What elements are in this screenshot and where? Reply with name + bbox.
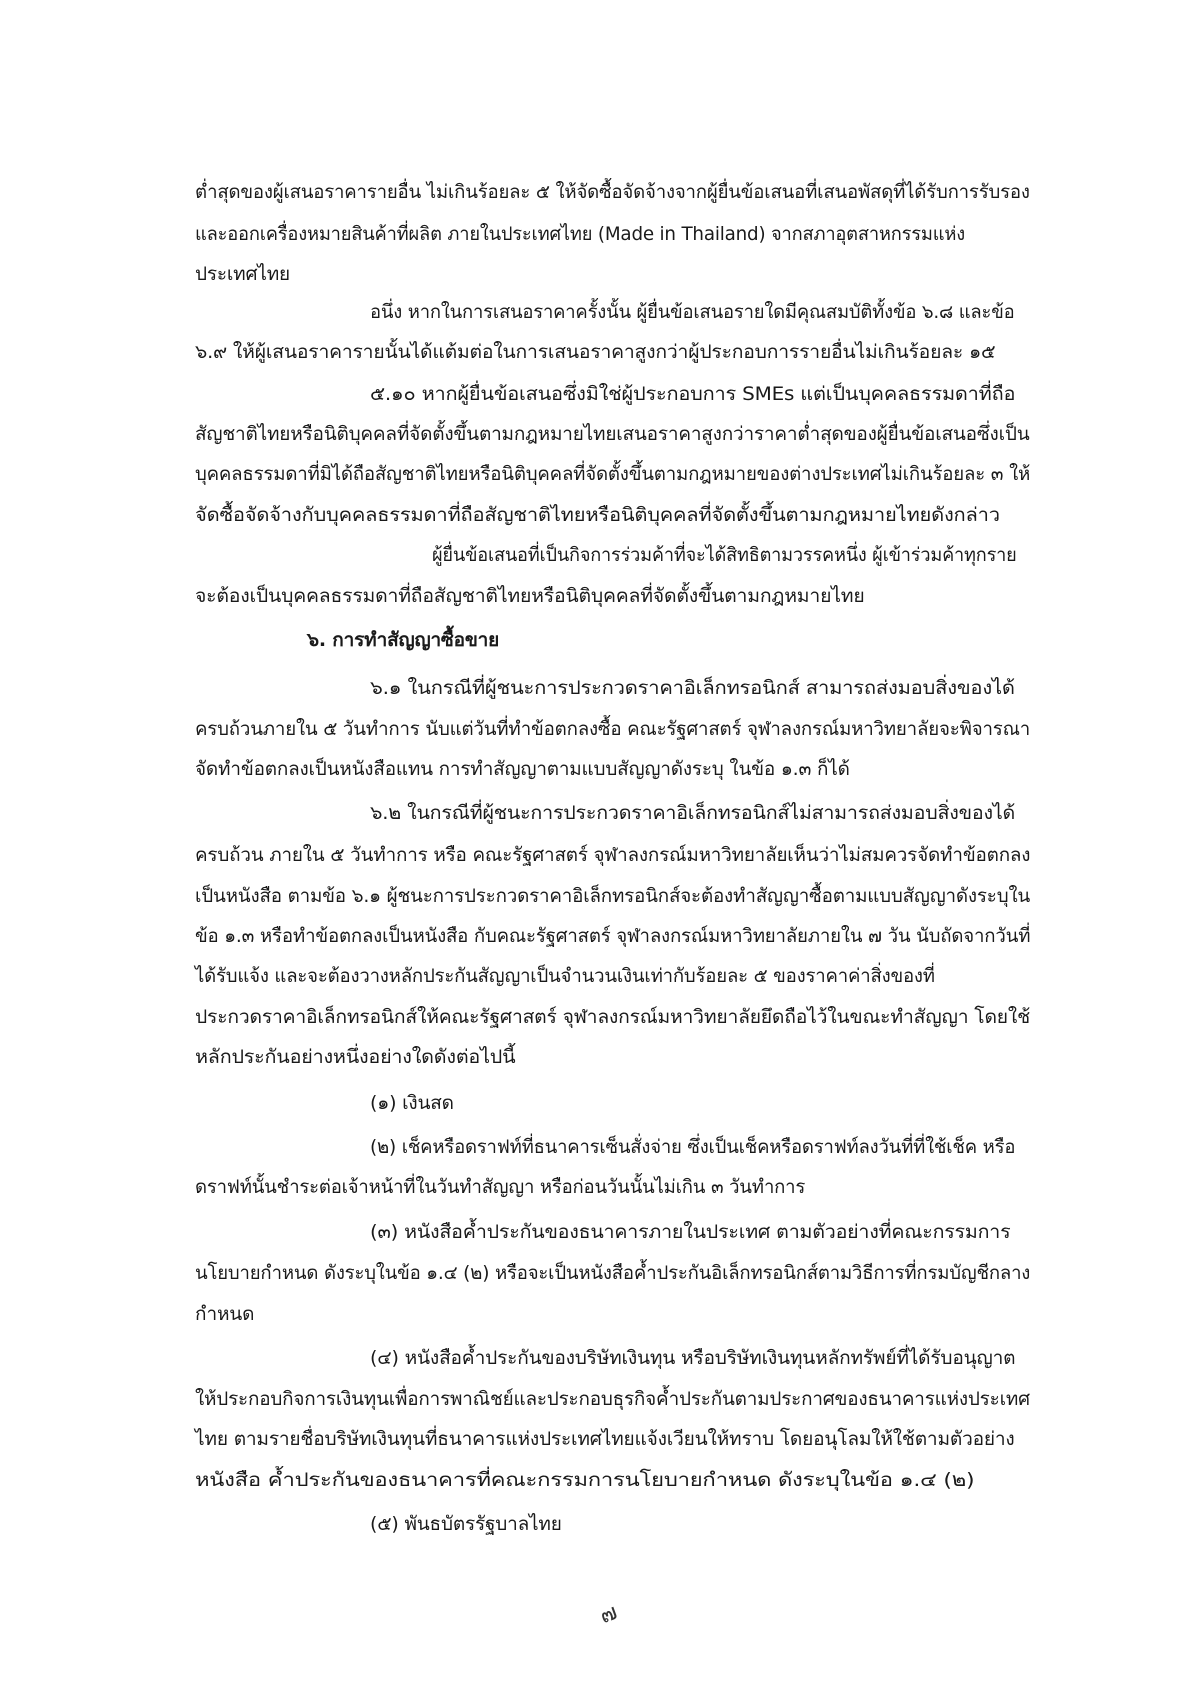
text-line: (๒) เช็คหรือดราฟท์ที่ธนาคารเซ็นสั่งจ่าย ซึ่งเป็นเช็คหรือดราฟท์ลงวันที่ที่ใช้เช็ค หรือ (370, 1136, 1016, 1158)
text-line: นโยบายกำหนด ดังระบุในข้อ ๑.๔ (๒) หรือจะเป็นหนังสือค้ำประกันอิเล็กทรอนิกส์ตามวิธีการที่กรมบัญชีกลาง (195, 1262, 1031, 1284)
text-line: จัดซื้อจัดจ้างกับบุคคลธรรมดาที่ถือสัญชาติไทยหรือนิติบุคคลที่จัดตั้งขึ้นตามกฎหมายไทยดังกล่าว (195, 504, 1000, 526)
text-line: ๕.๑๐ หากผู้ยื่นข้อเสนอซึ่งมิใช่ผู้ประกอบการ SMEs แต่เป็นบุคคลธรรมดาที่ถือ (370, 383, 1016, 405)
text-line: (๑) เงินสด (370, 1092, 454, 1114)
text-line: ไทย ตามรายชื่อบริษัทเงินทุนที่ธนาคารแห่งประเทศไทยแจ้งเวียนให้ทราบ โดยอนุโลมให้ใช้ตามตัวอย่าง (195, 1428, 1015, 1450)
text-line: (๔) หนังสือค้ำประกันของบริษัทเงินทุน หรือบริษัทเงินทุนหลักทรัพย์ที่ได้รับอนุญาต (370, 1347, 1016, 1369)
text-line: สัญชาติไทยหรือนิติบุคคลที่จัดตั้งขึ้นตามกฎหมายไทยเสนอราคาสูงกว่าราคาต่ำสุดของผู้ยื่นข้อเสนอซึ่งเป็น (195, 423, 1030, 445)
text-line: หลักประกันอย่างหนึ่งอย่างใดดังต่อไปนี้ (195, 1046, 516, 1068)
text-line: บุคคลธรรมดาที่มิได้ถือสัญชาติไทยหรือนิติบุคคลที่จัดตั้งขึ้นตามกฎหมายของต่างประเทศไม่เกินร้อยละ ๓ ให้ (195, 463, 1031, 485)
text-line: ครบถ้วนภายใน ๕ วันทำการ นับแต่วันที่ทำข้อตกลงซื้อ คณะรัฐศาสตร์ จุฬาลงกรณ์มหาวิทยาลัยจะพิจารณา (195, 718, 1031, 740)
text-line: ผู้ยื่นข้อเสนอที่เป็นกิจการร่วมค้าที่จะได้สิทธิตามวรรคหนึ่ง ผู้เข้าร่วมค้าทุกราย (432, 544, 1017, 566)
text-line: ๖.๙ ให้ผู้เสนอราคารายนั้นได้แต้มต่อในการเสนอราคาสูงกว่าผู้ประกอบการรายอื่นไม่เกินร้อยละ ๑๕ (195, 341, 996, 363)
text-line: กำหนด (195, 1303, 255, 1325)
text-line: หนังสือ ค้ำประกันของธนาคารที่คณะกรรมการนโยบายกำหนด ดังระบุในข้อ ๑.๔ (๒) (195, 1469, 975, 1491)
page-number: ๗ (596, 1599, 621, 1630)
text-line: (๓) หนังสือค้ำประกันของธนาคารภายในประเทศ ตามตัวอย่างที่คณะกรรมการ (370, 1221, 1011, 1243)
text-line: ให้ประกอบกิจการเงินทุนเพื่อการพาณิชย์และประกอบธุรกิจค้ำประกันตามประกาศของธนาคารแห่งประเทศ (195, 1388, 1030, 1410)
text-line: ดราฟท์นั้นชำระต่อเจ้าหน้าที่ในวันทำสัญญา หรือก่อนวันนั้นไม่เกิน ๓ วันทำการ (195, 1176, 806, 1198)
text-line: ครบถ้วน ภายใน ๕ วันทำการ หรือ คณะรัฐศาสตร์ จุฬาลงกรณ์มหาวิทยาลัยเห็นว่าไม่สมควรจัดทำข้อตกลง (195, 844, 1031, 866)
text-line: จะต้องเป็นบุคคลธรรมดาที่ถือสัญชาติไทยหรือนิติบุคคลที่จัดตั้งขึ้นตามกฎหมายไทย (195, 585, 865, 607)
text-line: ประกวดราคาอิเล็กทรอนิกส์ให้คณะรัฐศาสตร์ จุฬาลงกรณ์มหาวิทยาลัยยึดถือไว้ในขณะทำสัญญา โดยใช้ (195, 1006, 1031, 1028)
text-line: ๖.๒ ในกรณีที่ผู้ชนะการประกวดราคาอิเล็กทรอนิกส์ไม่สามารถส่งมอบสิ่งของได้ (370, 802, 1016, 824)
text-line: จัดทำข้อตกลงเป็นหนังสือแทน การทำสัญญาตามแบบสัญญาดังระบุ ในข้อ ๑.๓ ก็ได้ (195, 758, 850, 780)
text-line: ต่ำสุดของผู้เสนอราคารายอื่น ไม่เกินร้อยละ ๕ ให้จัดซื้อจัดจ้างจากผู้ยื่นข้อเสนอที่เสนอพัสดุที่ได้รับการรับรอง (195, 181, 1030, 203)
text-line: เป็นหนังสือ ตามข้อ ๖.๑ ผู้ชนะการประกวดราคาอิเล็กทรอนิกส์จะต้องทำสัญญาซื้อตามแบบสัญญาดังระบุใน (195, 885, 1031, 907)
text-line: (๕) พันธบัตรรัฐบาลไทย (370, 1513, 562, 1535)
section-heading: ๖. การทำสัญญาซื้อขาย (307, 629, 500, 651)
text-line: ๖.๑ ในกรณีที่ผู้ชนะการประกวดราคาอิเล็กทรอนิกส์ สามารถส่งมอบสิ่งของได้ (370, 677, 1015, 699)
text-line: อนึ่ง หากในการเสนอราคาครั้งนั้น ผู้ยื่นข้อเสนอรายใดมีคุณสมบัติทั้งข้อ ๖.๘ และข้อ (370, 301, 1015, 323)
text-line: ข้อ ๑.๓ หรือทำข้อตกลงเป็นหนังสือ กับคณะรัฐศาสตร์ จุฬาลงกรณ์มหาวิทยาลัยภายใน ๗ วัน นับถัดจากวันที่ (195, 925, 1031, 947)
text-line: และออกเครื่องหมายสินค้าที่ผลิต ภายในประเทศไทย (Made in Thailand) จากสภาอุตสาหกรรมแห่ง (195, 223, 965, 245)
text-line: ประเทศไทย (195, 263, 290, 285)
text-line: ได้รับแจ้ง และจะต้องวางหลักประกันสัญญาเป็นจำนวนเงินเท่ากับร้อยละ ๕ ของราคาค่าสิ่งของที่ (195, 965, 935, 987)
